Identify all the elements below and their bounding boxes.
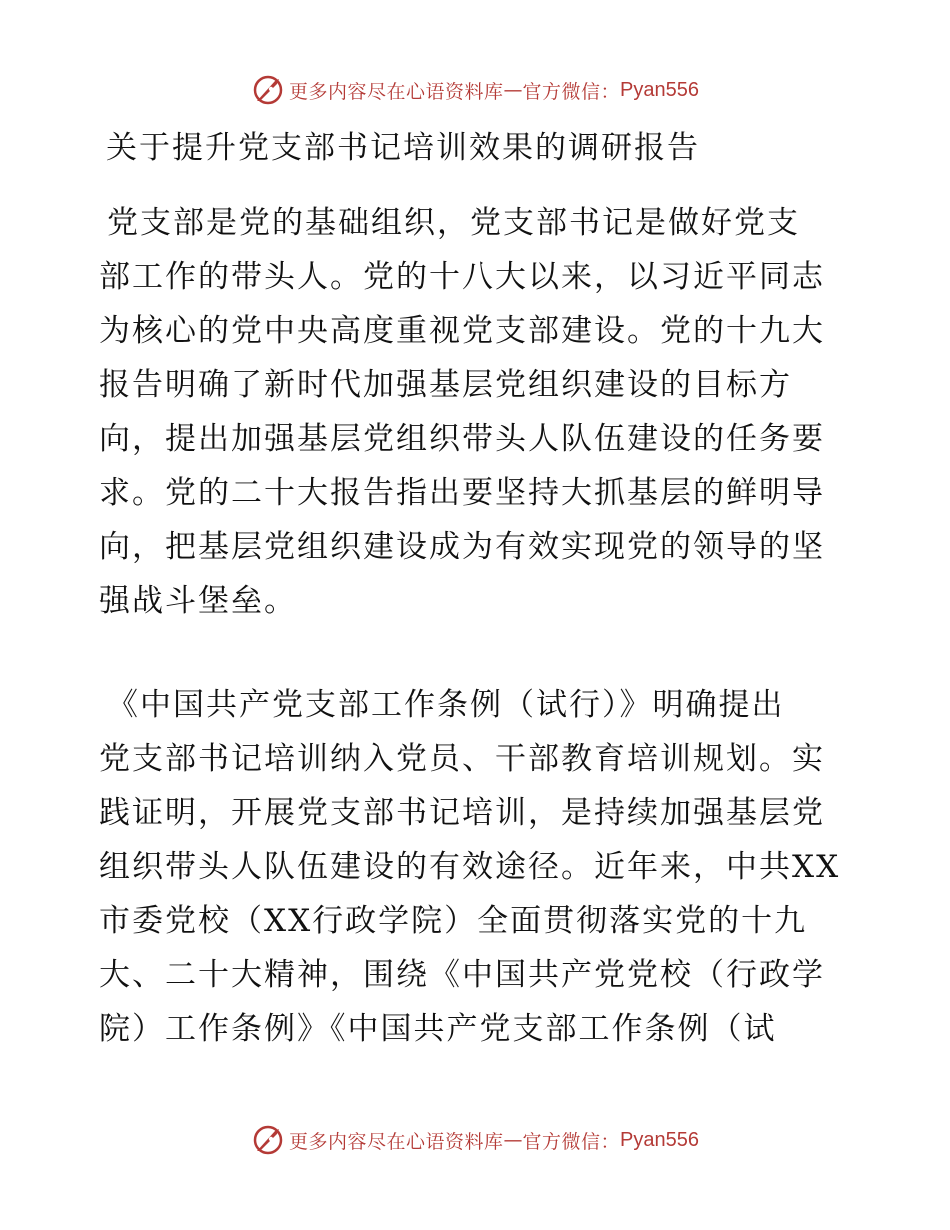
watermark-banner-top <box>0 70 950 110</box>
watermark-text: 更多内容尽在心语资料库 <box>289 1130 504 1153</box>
watermark-banner-bottom <box>0 1120 950 1160</box>
watermark-separator: — <box>503 1129 523 1151</box>
paragraph-1 <box>99 196 859 628</box>
watermark-official-label: 官方微信： <box>522 80 621 103</box>
text-line: 党支部是党的基础组织，党支部书记是做好党支 <box>107 205 800 241</box>
text-line: 向，提出加强基层党组织带头人队伍建设的任务要 <box>99 421 825 457</box>
quill-logo-icon <box>251 73 285 107</box>
text-line: 践证明，开展党支部书记培训，是持续加强基层党 <box>99 795 825 831</box>
text-line: 报告明确了新时代加强基层党组织建设的目标方 <box>99 367 792 403</box>
watermark-handle: Pyan556 <box>620 78 699 101</box>
text-line: 市委党校（XX行政学院）全面贯彻落实党的十九 <box>99 903 808 939</box>
document-title: 关于提升党支部书记培训效果的调研报告 <box>106 130 700 166</box>
text-line: 《中国共产党支部工作条例（试行）》明确提出 <box>107 687 785 723</box>
text-line: 部工作的带头人。党的十八大以来，以习近平同志 <box>99 259 825 295</box>
quill-logo-icon <box>251 1123 285 1157</box>
text-line: 院）工作条例》《中国共产党支部工作条例（试 <box>99 1011 777 1047</box>
watermark-handle: Pyan556 <box>620 1128 699 1151</box>
watermark-official-label: 官方微信： <box>522 1130 621 1153</box>
text-line: 为核心的党中央高度重视党支部建设。党的十九大 <box>99 313 825 349</box>
watermark-separator: — <box>503 79 523 101</box>
paragraph-2 <box>99 678 859 1056</box>
text-line: 组织带头人队伍建设的有效途径。近年来，中共XX <box>99 849 841 885</box>
text-line: 党支部书记培训纳入党员、干部教育培训规划。实 <box>99 741 825 777</box>
text-line: 大、二十大精神，围绕《中国共产党党校（行政学 <box>99 957 825 993</box>
text-line: 求。党的二十大报告指出要坚持大抓基层的鲜明导 <box>99 475 825 511</box>
text-line: 强战斗堡垒。 <box>99 583 297 619</box>
text-line: 向，把基层党组织建设成为有效实现党的领导的坚 <box>99 529 825 565</box>
watermark-text: 更多内容尽在心语资料库 <box>289 80 504 103</box>
